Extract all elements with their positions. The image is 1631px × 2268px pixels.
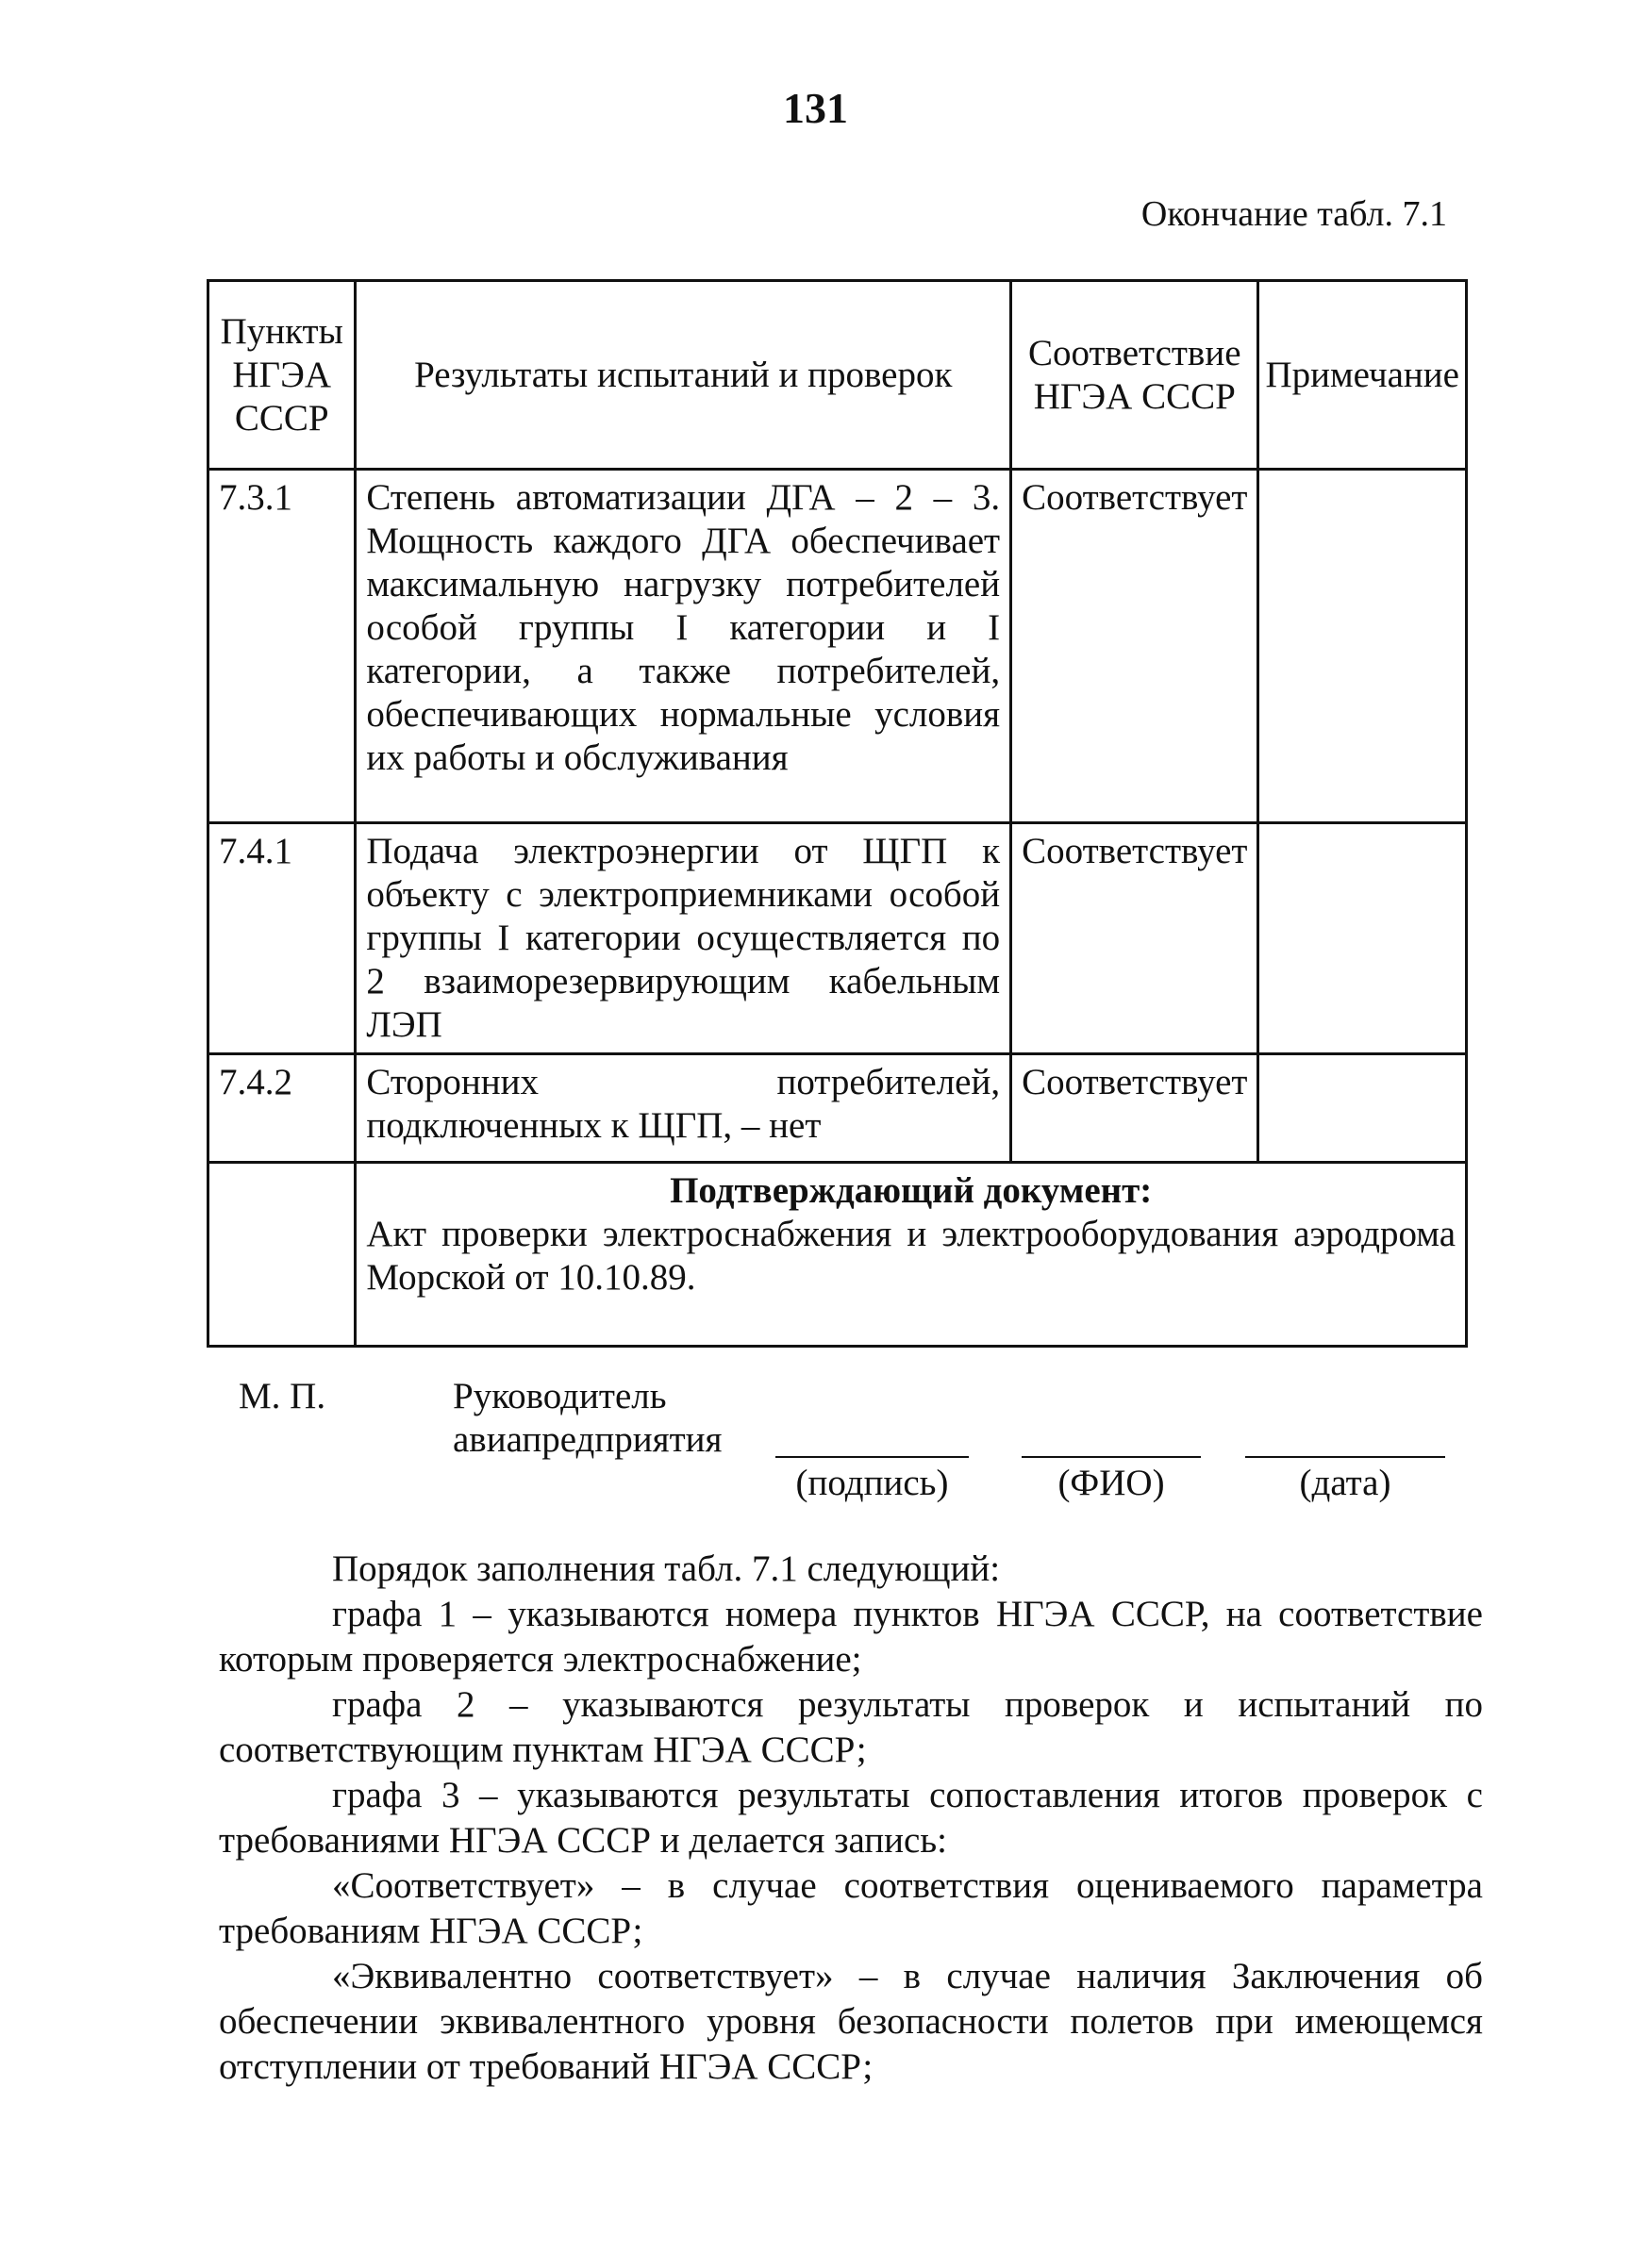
confirming-document-heading: Подтверждающий документ: xyxy=(670,1170,1153,1211)
date-field: (дата) xyxy=(1245,1456,1445,1504)
compliance-value: Соответствует xyxy=(1011,1054,1258,1163)
table-row xyxy=(208,1054,1467,1163)
results-table xyxy=(207,279,1468,1348)
instruction-paragraph: «Соответствует» – в случае соответствия оцениваемого параметра требованиям НГЭА СССР; xyxy=(219,1865,1483,1951)
note-value xyxy=(1258,823,1467,1054)
compliance-value: Соответствует xyxy=(1011,470,1258,823)
instruction-paragraph: графа 2 – указываются результаты проверок и испытаний по соответствующим пунктам НГЭА СССР; xyxy=(219,1684,1483,1770)
table-caption: Окончание табл. 7.1 xyxy=(1140,194,1447,234)
item-number: 7.4.2 xyxy=(208,1054,356,1163)
instruction-paragraph: графа 1 – указываются номера пунктов НГЭА СССР, на соответствие которым проверяется электроснабжение; xyxy=(219,1594,1483,1680)
signer-title-line1: Руководитель xyxy=(453,1376,667,1416)
confirming-document-row xyxy=(208,1163,1467,1347)
confirming-document xyxy=(356,1163,1467,1347)
filling-instructions xyxy=(219,1547,1483,2090)
page-number: 131 xyxy=(783,84,848,132)
instruction-paragraph: графа 3 – указываются результаты сопоставления итогов проверок с требованиями НГЭА СССР и делается запись: xyxy=(219,1775,1483,1861)
name-field: (ФИО) xyxy=(1022,1456,1201,1504)
table-row xyxy=(208,823,1467,1054)
instructions-intro: Порядок заполнения табл. 7.1 следующий: xyxy=(332,1548,1001,1589)
stamp-place: М. П. xyxy=(239,1376,326,1416)
compliance-value: Соответствует xyxy=(1011,823,1258,1054)
signer-title-line2: авиапредприятия xyxy=(453,1419,723,1460)
instruction-paragraph: «Эквивалентно соответствует» – в случае наличия Заключения об обеспечении эквивалентного уровня безопасности полетов при имеющемся отступлении от требований НГЭА СССР; xyxy=(219,1956,1483,2087)
header-results: Результаты испытаний и проверок xyxy=(356,281,1011,470)
header-compliance: Соответствие НГЭА СССР xyxy=(1011,281,1258,470)
signature-field: (подпись) xyxy=(775,1456,969,1504)
table-row xyxy=(208,470,1467,823)
item-number: 7.3.1 xyxy=(208,470,356,823)
empty-cell xyxy=(208,1163,356,1347)
result-text: Подача электроэнергии от ЩГП к объекту с электроприемниками особой группы I категории осуществляется по 2 взаиморезервирующим кабельным ЛЭП xyxy=(356,823,1011,1054)
result-text: Сторонних потребителей, подключенных к ЩГП, – нет xyxy=(356,1054,1011,1163)
note-value xyxy=(1258,1054,1467,1163)
header-note: Примечание xyxy=(1258,281,1467,470)
note-value xyxy=(1258,470,1467,823)
result-text: Степень автоматизации ДГА – 2 – 3. Мощность каждого ДГА обеспечивает максимальную нагрузку потребителей особой группы I категории и I категории, а также потребителей, обеспечивающих нормальные условия их работы и обслуживания xyxy=(356,470,1011,823)
confirming-document-text: Акт проверки электроснабжения и электрооборудования аэродрома Морской от 10.10.89. xyxy=(366,1214,1456,1298)
signature-block xyxy=(0,1367,1631,1528)
header-items: Пункты НГЭА СССР xyxy=(208,281,356,470)
item-number: 7.4.1 xyxy=(208,823,356,1054)
table-header-row xyxy=(208,281,1467,470)
